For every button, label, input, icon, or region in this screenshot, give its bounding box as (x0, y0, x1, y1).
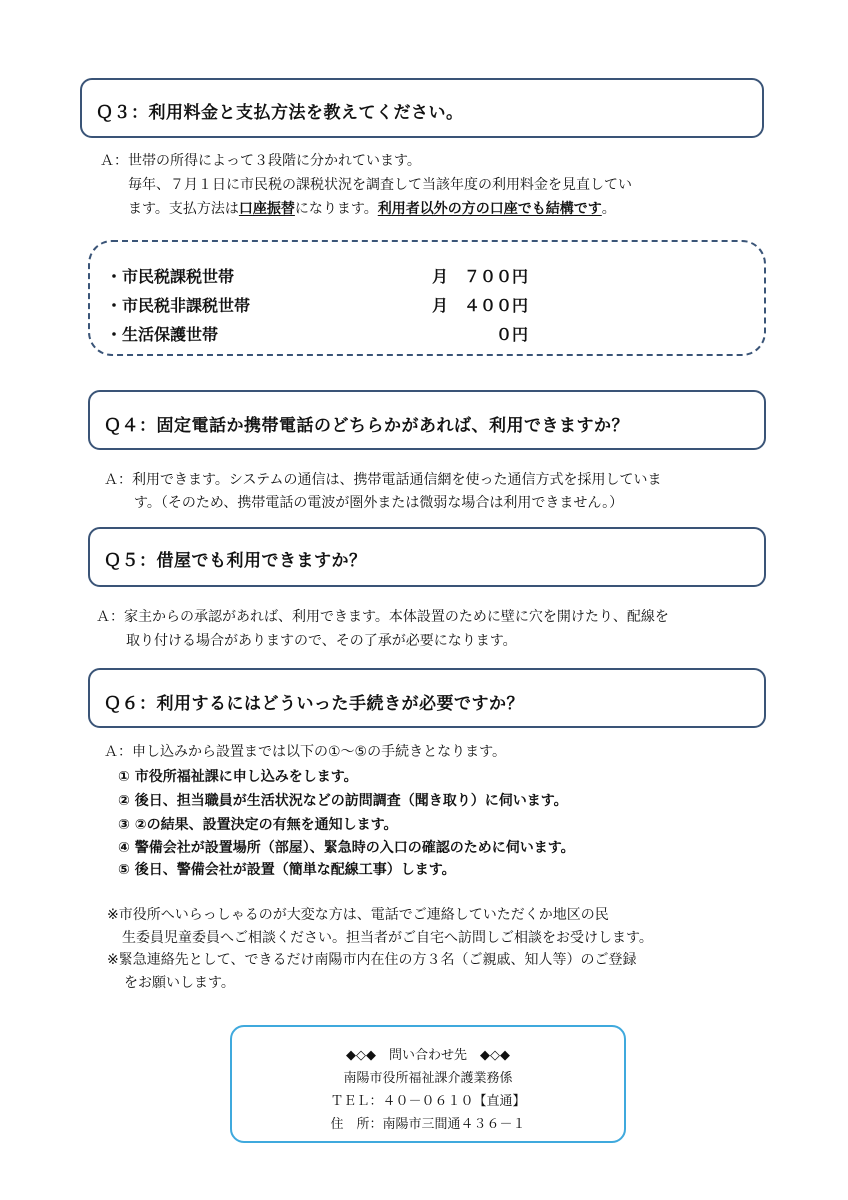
q3-answer-text: 。 (601, 201, 616, 217)
contact-tel: ＴＥＬ：４０－０６１０【直通】 (330, 1094, 526, 1109)
note-2-line1: ※緊急連絡先として、できるだけ南陽市内在住の方３名（ご親戚、知人等）のご登録 (107, 952, 637, 968)
q3-answer-text: ます。支払方法は (128, 201, 239, 217)
q6-answer-intro: Ａ：申し込みから設置までは以下の①～⑤の手続きとなります。 (104, 744, 506, 760)
q4-answer-line1: Ａ：利用できます。システムの通信は、携帯電話通信網を使った通信方式を採用していま (104, 472, 662, 488)
fee-label: ・市民税課税世帯 (106, 267, 235, 286)
fee-table-box (88, 240, 766, 356)
fee-label: ・市民税非課税世帯 (106, 296, 251, 315)
q6-title: Ｑ６：利用するにはどういった手続きが必要ですか？ (104, 694, 524, 714)
q4-answer-line2: す。（そのため、携帯電話の電波が圏外または微弱な場合は利用できません。） (134, 495, 624, 511)
note-2-line2: をお願いします。 (124, 975, 235, 991)
contact-box (230, 1025, 626, 1143)
q3-account-note: 利用者以外の方の口座でも結構です (377, 201, 602, 217)
contact-address: 住 所：南陽市三間通４３６－１ (330, 1117, 526, 1132)
q4-question-box (88, 390, 766, 450)
fee-amount: 月 ７００円 (431, 267, 528, 286)
q5-title: Ｑ５：借屋でも利用できますか？ (104, 551, 367, 571)
q6-question-box (88, 668, 766, 728)
contact-heading: ◆◇◆ 問い合わせ先 ◆◇◆ (346, 1048, 510, 1063)
q6-step: ② 後日、担当職員が生活状況などの訪問調査（聞き取り）に伺います。 (118, 793, 568, 809)
q6-step: ⑤ 後日、警備会社が設置（簡単な配線工事）します。 (118, 862, 456, 878)
q6-step: ① 市役所福祉課に申し込みをします。 (118, 769, 358, 785)
q3-answer-line2: 毎年、７月１日に市民税の課税状況を調査して当該年度の利用料金を見直してい (128, 177, 632, 193)
q3-answer-text: になります。 (294, 201, 378, 217)
q4-title: Ｑ４：固定電話か携帯電話のどちらかがあれば、利用できますか？ (104, 416, 629, 436)
note-1-line1: ※市役所へいらっしゃるのが大変な方は、電話でご連絡していただくか地区の民 (107, 907, 609, 923)
q3-payment-method: 口座振替 (238, 201, 295, 217)
q6-step: ④ 警備会社が設置場所（部屋）、緊急時の入口の確認のために伺います。 (118, 840, 575, 856)
fee-label: ・生活保護世帯 (106, 325, 219, 344)
fee-amount: 月 ４００円 (431, 296, 528, 315)
q3-question-box (80, 78, 764, 138)
q3-answer-line1: Ａ：世帯の所得によって３段階に分かれています。 (100, 153, 421, 169)
q5-answer-line1: Ａ：家主からの承認があれば、利用できます。本体設置のために壁に穴を開けたり、配線を (96, 609, 669, 625)
q3-title: Ｑ３：利用料金と支払方法を教えてください。 (96, 103, 464, 123)
q3-answer-line3 (128, 198, 616, 220)
contact-department: 南陽市役所福祉課介護業務係 (343, 1071, 513, 1086)
note-1-line2: 生委員児童委員へご相談ください。担当者がご自宅へ訪問しご相談をお受けします。 (122, 930, 653, 946)
fee-amount: ０円 (495, 325, 528, 344)
q5-answer-line2: 取り付ける場合がありますので、その了承が必要になります。 (126, 633, 517, 649)
q6-step: ③ ②の結果、設置決定の有無を通知します。 (118, 817, 398, 833)
q5-question-box (88, 527, 766, 587)
